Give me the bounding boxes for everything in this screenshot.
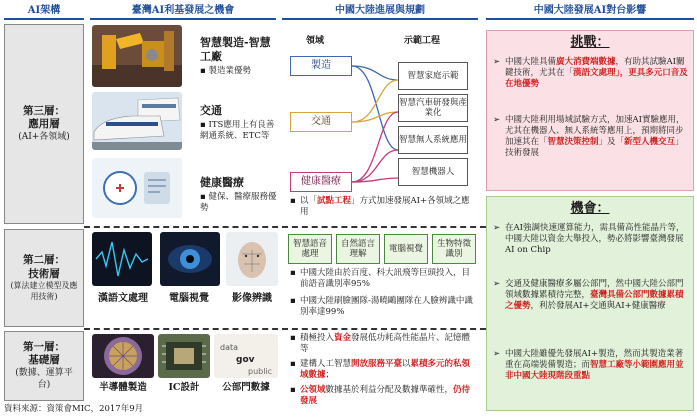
layer-separator xyxy=(84,328,486,330)
challenge-bullet xyxy=(493,57,689,90)
layer1-bullet xyxy=(290,333,478,355)
field-manufacturing: 製造 xyxy=(290,56,352,76)
text-red: 新型人機交互 xyxy=(624,137,676,148)
text-post: ，利於發展AI+交通與AI+健康醫療 xyxy=(530,301,666,312)
note-pre: 以「 xyxy=(300,196,318,206)
header-mainland-progress: 中國大陸進展與規劃 xyxy=(282,2,478,20)
demo-unmanned-system: 智慧無人系統應用 xyxy=(398,126,468,154)
source-note: 資料來源：資策會MIC，2017年9月 xyxy=(4,404,144,414)
app-bullet-text: ITS應用上有良善網通系統、ETC等 xyxy=(200,120,275,141)
header-taiwan-opportunity: 臺灣AI利基發展之機會 xyxy=(90,2,276,20)
text-pre: 交通及健康醫療多屬公部門，然中國大陸公部門領域數據累積待完整， xyxy=(505,279,684,301)
text-red: 累積多元的私領域數據 xyxy=(300,359,471,381)
svg-text:data: data xyxy=(220,343,239,352)
app-title-health: 健康醫療 xyxy=(200,176,244,189)
field-transport: 交通 xyxy=(290,112,352,132)
app-title-transport: 交通 xyxy=(200,104,222,117)
layer-3-subtitle: 應用層 xyxy=(28,118,60,131)
text-mid: ，有助其試驗AI關鍵技術，尤其在「 xyxy=(505,57,685,79)
layer1-bullet xyxy=(290,359,478,381)
bullet-icon: ➢ xyxy=(493,115,501,125)
text-red: 開放服務平臺 xyxy=(351,359,403,369)
text-red: 公領域 xyxy=(300,385,326,395)
note-red: 試點工程 xyxy=(317,196,352,206)
layer-3-title: 第三層： xyxy=(23,104,65,117)
text-mid: 以 xyxy=(402,359,411,369)
ic-design-image xyxy=(158,334,210,378)
bullet-icon: ➢ xyxy=(493,223,501,233)
bullet-icon: ➢ xyxy=(493,279,501,289)
app-bullet-text: 製造業優勢 xyxy=(208,66,251,76)
layer-3-note: (AI+各領域) xyxy=(18,131,70,142)
demo-smart-robot: 智慧機器人 xyxy=(398,158,468,186)
svg-text:public: public xyxy=(248,367,273,376)
challenge-box xyxy=(486,30,694,191)
layer-2-technology xyxy=(4,229,84,327)
opportunity-bullet xyxy=(493,349,689,382)
text-red: 漢語文處理」，更具多元口音及在地優勢 xyxy=(505,68,688,90)
layer-1-title: 第一層： xyxy=(23,340,65,353)
opportunity-bullet xyxy=(493,279,689,312)
layer-1-subtitle: 基礎層 xyxy=(28,354,60,367)
layer2-bullet-text: 中國大陸刷臉團隊-湯曉鷗團隊在人臉辨識中識別率達99% xyxy=(300,296,473,318)
text-post: 」技術發展 xyxy=(505,137,684,159)
bullet-icon: ▪ xyxy=(290,385,296,395)
text-red: 臺灣具備公部門數據累積之優勢 xyxy=(505,290,684,312)
text-mid: 數據基於利益分配及數據準確性， xyxy=(325,385,454,395)
text-pre: 中國大陸利用場域試驗方式，加速AI實驗應用，尤其在機器人、無人系統等應用上，預期將同步加速其在「 xyxy=(505,115,685,148)
text-post: 發展低功耗高性能晶片、記憶體等 xyxy=(300,333,471,355)
face-recognition-image xyxy=(226,232,278,286)
factory-robot-image xyxy=(92,25,182,87)
text-pre: 中國大陸雖優先發展AI+製造，然而其製造業著重在高端裝備製造；而 xyxy=(505,349,684,371)
bullet-icon: ▪ xyxy=(290,268,296,278)
header-impact-on-taiwan: 中國大陸發展AI對台影響 xyxy=(486,2,694,20)
bullet-icon: ➢ xyxy=(493,57,501,67)
tag-biometrics: 生物特徵識別 xyxy=(432,234,476,264)
bullet-icon: ▪ xyxy=(290,196,296,206)
medical-image xyxy=(92,158,182,218)
app-bullet-health: ▪ 健保、醫療服務優勢 xyxy=(200,192,277,213)
text-pre: 中國大陸具備 xyxy=(505,57,557,67)
layer1-bullet xyxy=(290,385,478,407)
text-red: 智慧決策控制 xyxy=(547,137,599,148)
layer2-bullet xyxy=(290,268,478,290)
bullet-icon: ➢ xyxy=(493,349,501,359)
challenge-title: 挑戰： xyxy=(570,35,610,50)
demo-smart-home: 智慧家庭示範 xyxy=(398,62,468,90)
opportunity-box xyxy=(486,196,694,411)
base-label-public-data: 公部門數據 xyxy=(222,382,270,393)
col-label-demo: 示範工程 xyxy=(404,36,441,46)
header-ai-architecture: AI架構 xyxy=(4,2,84,20)
tag-speech: 智慧語音處理 xyxy=(288,234,332,264)
opportunity-bullet xyxy=(493,223,689,256)
train-ship-image xyxy=(92,92,182,150)
bullet-icon: ▪ xyxy=(290,296,296,306)
layer-2-title: 第二層： xyxy=(23,253,65,266)
layer3-mainland-note xyxy=(290,196,478,218)
tech-label-vision: 電腦視覺 xyxy=(169,293,209,304)
field-health: 健康醫療 xyxy=(290,172,352,192)
layer-2-note: (算法建立模型及應用技術) xyxy=(10,281,78,301)
semiconductor-image xyxy=(92,334,154,378)
tag-vision: 電腦視覺 xyxy=(384,234,428,264)
app-bullet-transport: ▪ ITS應用上有良善網通系統、ETC等 xyxy=(200,120,275,141)
challenge-bullet xyxy=(493,115,689,159)
tech-label-image-recognition: 影像辨識 xyxy=(232,293,272,304)
tech-label-language: 漢語文處理 xyxy=(98,293,148,304)
tag-nlu: 自然語言理解 xyxy=(336,234,380,264)
layer-2-subtitle: 技術層 xyxy=(28,267,60,280)
public-data-image xyxy=(214,334,278,378)
text-red: 智慧工廠等小範圍應用並非中國大陸現階段重點 xyxy=(505,360,684,382)
text-post: ； xyxy=(325,370,335,381)
layer2-bullet xyxy=(290,296,478,318)
opportunity-title: 機會： xyxy=(570,201,610,216)
app-title-smart-manufacturing: 智慧製造-智慧工廠 xyxy=(200,36,271,64)
note-post: 」方式加速發展AI+各領域之應用 xyxy=(300,196,470,218)
layer-1-foundation xyxy=(4,331,84,401)
demo-smart-car: 智慧汽車研發與產業化 xyxy=(398,94,468,122)
text-pre: 積極投入 xyxy=(300,333,335,343)
app-bullet-manufacturing: ▪ 製造業優勢 xyxy=(200,66,251,76)
layer-separator xyxy=(84,226,486,228)
computer-vision-image xyxy=(160,232,220,286)
opportunity-text: 在AI強調快速運算能力，需具備高性能晶片等，中國大陸以資金大舉投入，勢必將影響臺灣發展AI on Chip xyxy=(505,223,685,256)
text-pre: 建構人工智慧 xyxy=(300,359,352,369)
text-mid: 」及「 xyxy=(598,137,625,148)
bullet-icon: ▪ xyxy=(290,359,296,369)
layer-1-note: (數據、運算平台) xyxy=(15,367,73,390)
app-bullet-text: 健保、醫療服務優勢 xyxy=(200,192,277,213)
bullet-icon: ▪ xyxy=(290,333,296,343)
base-label-semiconductor: 半導體製造 xyxy=(99,382,147,393)
layer2-bullet-text: 中國大陸由於百度、科大訊飛等巨頭投入，目前語音識別率95% xyxy=(300,268,471,290)
layer-3-application xyxy=(4,24,84,224)
text-red: 資金 xyxy=(334,333,352,343)
col-label-field: 領域 xyxy=(306,36,325,46)
text-red: 廣大消費端數據 xyxy=(556,57,616,67)
text-red: 仍待發展 xyxy=(300,385,471,407)
svg-text:gov: gov xyxy=(236,355,255,365)
base-label-ic-design: IC設計 xyxy=(168,382,200,393)
language-processing-image xyxy=(92,232,152,286)
